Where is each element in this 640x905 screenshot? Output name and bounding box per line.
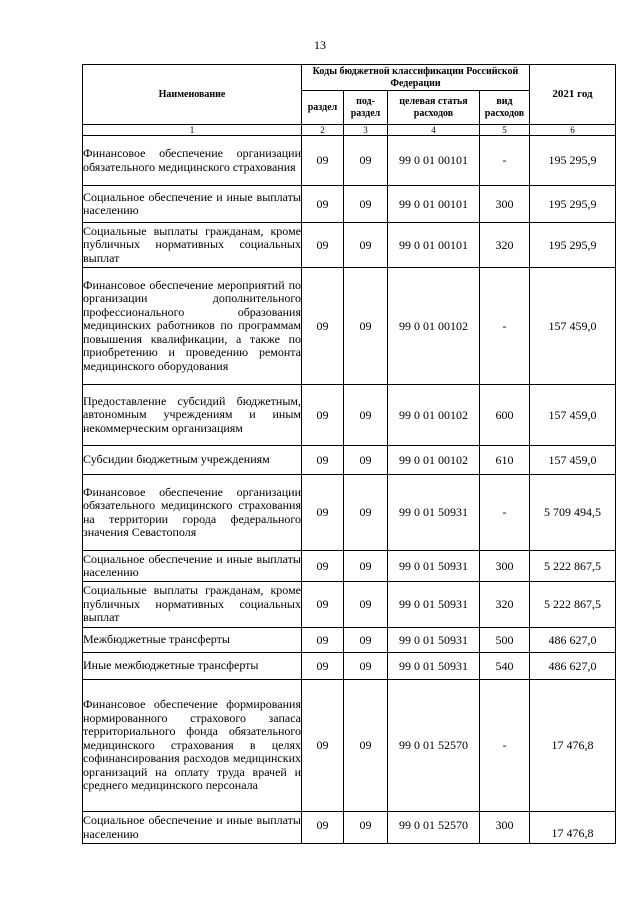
row-podrazdel: 09 [344, 186, 388, 223]
row-amount: 486 627,0 [530, 628, 616, 653]
row-vid: 300 [480, 812, 530, 844]
row-razdel: 09 [302, 136, 344, 186]
row-target: 99 0 01 50931 [388, 551, 480, 582]
header-codes: Коды бюджетной классификации Российской Федерации [302, 65, 530, 91]
row-podrazdel: 09 [344, 385, 388, 446]
row-amount: 486 627,0 [530, 653, 616, 680]
row-razdel: 09 [302, 812, 344, 844]
row-name: Финансовое обеспечение формирования нормированного страхового запаса территориального фонда обязательного медицинского страхования в целях софинансирования расходов медицинских организаций на оплату труда врачей и среднего медицинского персонала [83, 680, 302, 812]
header-podrazdel: под- раздел [344, 91, 388, 125]
table-row [83, 680, 616, 812]
row-podrazdel: 09 [344, 551, 388, 582]
row-name: Финансовое обеспечение организации обязательного медицинского страхования на территории города федерального значения Севастополя [83, 475, 302, 551]
row-vid: - [480, 268, 530, 385]
row-name: Субсидии бюджетным учреждениям [83, 446, 302, 475]
row-vid: - [480, 136, 530, 186]
table-row [83, 446, 616, 475]
header-name: Наименование [83, 65, 302, 125]
row-amount: 5 222 867,5 [530, 551, 616, 582]
column-number: 1 [83, 125, 302, 136]
column-number: 4 [388, 125, 480, 136]
row-target: 99 0 01 00101 [388, 136, 480, 186]
row-razdel: 09 [302, 653, 344, 680]
row-name: Предоставление субсидий бюджетным, автономным учреждениям и иным некоммерческим организациям [83, 385, 302, 446]
row-amount: 195 295,9 [530, 136, 616, 186]
table-row [83, 136, 616, 186]
row-razdel: 09 [302, 680, 344, 812]
row-vid: 610 [480, 446, 530, 475]
row-podrazdel: 09 [344, 582, 388, 628]
header-year: 2021 год [530, 65, 616, 125]
table-row [83, 582, 616, 628]
table-row [83, 268, 616, 385]
row-podrazdel: 09 [344, 812, 388, 844]
row-vid: 320 [480, 223, 530, 268]
row-amount: 5 222 867,5 [530, 582, 616, 628]
row-podrazdel: 09 [344, 475, 388, 551]
row-target: 99 0 01 50931 [388, 653, 480, 680]
column-number: 3 [344, 125, 388, 136]
budget-table [82, 64, 616, 844]
column-number: 6 [530, 125, 616, 136]
row-target: 99 0 01 50931 [388, 628, 480, 653]
row-vid: 600 [480, 385, 530, 446]
row-vid: 540 [480, 653, 530, 680]
row-name: Социальное обеспечение и иные выплаты населению [83, 551, 302, 582]
row-name: Финансовое обеспечение организации обязательного медицинского страхования [83, 136, 302, 186]
row-amount: 157 459,0 [530, 446, 616, 475]
row-podrazdel: 09 [344, 680, 388, 812]
column-numbers-row [83, 125, 616, 136]
row-podrazdel: 09 [344, 223, 388, 268]
row-target: 99 0 01 00101 [388, 186, 480, 223]
row-podrazdel: 09 [344, 446, 388, 475]
row-razdel: 09 [302, 223, 344, 268]
table-row [83, 186, 616, 223]
row-name: Иные межбюджетные трансферты [83, 653, 302, 680]
row-amount: 17 476,8 [530, 812, 616, 844]
row-razdel: 09 [302, 446, 344, 475]
header-razdel: раздел [302, 91, 344, 125]
row-amount: 5 709 494,5 [530, 475, 616, 551]
row-target: 99 0 01 52570 [388, 812, 480, 844]
row-podrazdel: 09 [344, 653, 388, 680]
row-target: 99 0 01 00101 [388, 223, 480, 268]
row-razdel: 09 [302, 551, 344, 582]
table-row [83, 551, 616, 582]
row-name: Социальные выплаты гражданам, кроме публичных нормативных социальных выплат [83, 223, 302, 268]
row-vid: - [480, 680, 530, 812]
row-razdel: 09 [302, 475, 344, 551]
row-amount: 17 476,8 [530, 680, 616, 812]
row-name: Социальное обеспечение и иные выплаты населению [83, 186, 302, 223]
row-name: Финансовое обеспечение мероприятий по организации дополнительного профессионального образования медицинских работников по программам повышения квалификации, а также по приобретению и проведению ремонта медицинского оборудования [83, 268, 302, 385]
row-podrazdel: 09 [344, 268, 388, 385]
row-name: Социальные выплаты гражданам, кроме публичных нормативных социальных выплат [83, 582, 302, 628]
row-target: 99 0 01 00102 [388, 446, 480, 475]
table-row [83, 653, 616, 680]
row-vid: - [480, 475, 530, 551]
row-razdel: 09 [302, 268, 344, 385]
row-target: 99 0 01 52570 [388, 680, 480, 812]
row-target: 99 0 01 00102 [388, 268, 480, 385]
table-row [83, 223, 616, 268]
row-name: Социальное обеспечение и иные выплаты населению [83, 812, 302, 844]
column-number: 2 [302, 125, 344, 136]
header-target: целевая статья расходов [388, 91, 480, 125]
row-amount: 195 295,9 [530, 186, 616, 223]
header-vid: вид расходов [480, 91, 530, 125]
row-razdel: 09 [302, 385, 344, 446]
row-name: Межбюджетные трансферты [83, 628, 302, 653]
table-row [83, 628, 616, 653]
table-row [83, 812, 616, 844]
row-vid: 300 [480, 551, 530, 582]
row-vid: 500 [480, 628, 530, 653]
column-number: 5 [480, 125, 530, 136]
row-razdel: 09 [302, 582, 344, 628]
row-amount: 195 295,9 [530, 223, 616, 268]
page-number: 13 [314, 38, 326, 52]
row-amount: 157 459,0 [530, 268, 616, 385]
row-podrazdel: 09 [344, 136, 388, 186]
row-razdel: 09 [302, 628, 344, 653]
row-target: 99 0 01 00102 [388, 385, 480, 446]
row-razdel: 09 [302, 186, 344, 223]
row-target: 99 0 01 50931 [388, 475, 480, 551]
row-target: 99 0 01 50931 [388, 582, 480, 628]
row-vid: 320 [480, 582, 530, 628]
row-podrazdel: 09 [344, 628, 388, 653]
table-row [83, 475, 616, 551]
table-row [83, 385, 616, 446]
row-vid: 300 [480, 186, 530, 223]
row-amount: 157 459,0 [530, 385, 616, 446]
